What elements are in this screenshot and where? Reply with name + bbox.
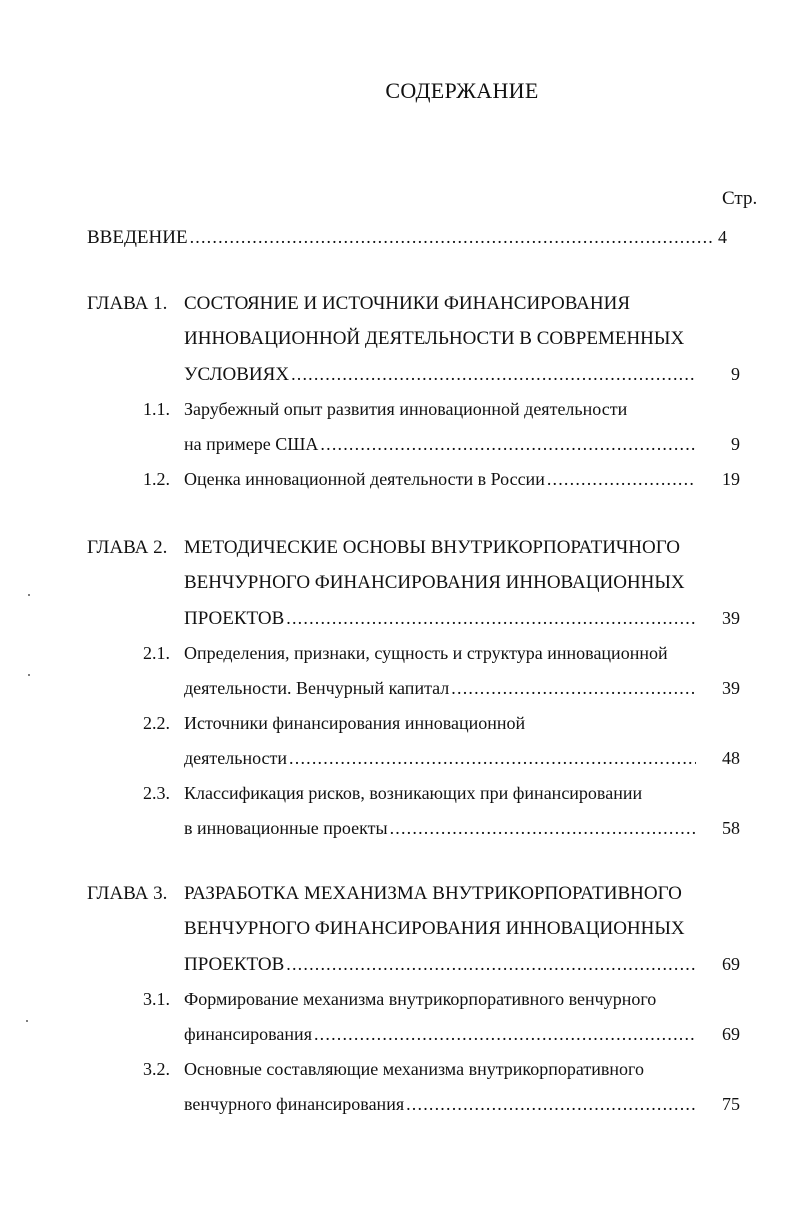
toc-entry-intro[interactable] bbox=[87, 225, 727, 250]
section-3-2-page: 75 bbox=[722, 1094, 740, 1114]
chapter-2-title-last-line[interactable] bbox=[184, 606, 700, 631]
section-3-2-number: 3.2. bbox=[143, 1059, 170, 1079]
section-1-1-title-line: Зарубежный опыт развития инновационной деятельности bbox=[184, 399, 628, 419]
chapter-2-page: 39 bbox=[722, 608, 740, 628]
section-3-2-title-last-line[interactable] bbox=[184, 1092, 700, 1116]
section-1-2-number: 1.2. bbox=[143, 469, 170, 489]
chapter-1-title-line: ИННОВАЦИОННОЙ ДЕЯТЕЛЬНОСТИ В СОВРЕМЕННЫХ bbox=[184, 328, 685, 349]
section-1-1-page: 9 bbox=[731, 434, 740, 454]
section-3-1-title-line: финансирования bbox=[184, 1024, 312, 1044]
chapter-2-label: ГЛАВА 2. bbox=[87, 537, 168, 558]
toc-entry-intro-page: 4 bbox=[718, 227, 727, 247]
section-3-1-title-last-line[interactable] bbox=[184, 1022, 700, 1046]
toc-entry-intro-label: ВВЕДЕНИЕ bbox=[87, 227, 188, 248]
section-1-1-title-last-line[interactable] bbox=[184, 432, 700, 456]
section-1-2-page: 19 bbox=[722, 469, 740, 489]
section-3-1-number: 3.1. bbox=[143, 989, 170, 1009]
leader-dots bbox=[286, 952, 696, 976]
section-2-1-title-line: Определения, признаки, сущность и структура инновационной bbox=[184, 643, 668, 663]
leader-dots bbox=[314, 1022, 696, 1046]
leader-dots bbox=[451, 676, 696, 700]
scan-speck bbox=[28, 594, 30, 596]
page-title: СОДЕРЖАНИЕ bbox=[385, 78, 539, 103]
page-column-header: Стр. bbox=[722, 188, 758, 209]
section-2-2-page: 48 bbox=[722, 748, 740, 768]
leader-dots bbox=[406, 1092, 696, 1116]
chapter-2-title-line: ВЕНЧУРНОГО ФИНАНСИРОВАНИЯ ИННОВАЦИОННЫХ bbox=[184, 572, 685, 593]
leader-dots bbox=[289, 746, 696, 770]
leader-dots bbox=[286, 606, 696, 630]
section-2-2-title-last-line[interactable] bbox=[184, 746, 700, 770]
section-3-2-title-line: Основные составляющие механизма внутрикорпоративного bbox=[184, 1059, 644, 1079]
chapter-3-title-line: ВЕНЧУРНОГО ФИНАНСИРОВАНИЯ ИННОВАЦИОННЫХ bbox=[184, 918, 685, 939]
chapter-3-title-last-line[interactable] bbox=[184, 952, 700, 977]
section-2-1-page: 39 bbox=[722, 678, 740, 698]
section-3-1-page: 69 bbox=[722, 1024, 740, 1044]
chapter-3-page: 69 bbox=[722, 954, 740, 974]
section-2-3-title-line: Классификация рисков, возникающих при финансировании bbox=[184, 783, 643, 803]
section-2-2-title-line: деятельности bbox=[184, 748, 288, 768]
leader-dots bbox=[190, 225, 714, 249]
section-2-2-number: 2.2. bbox=[143, 713, 170, 733]
scan-speck bbox=[28, 674, 30, 676]
chapter-2-title-line: ПРОЕКТОВ bbox=[184, 608, 285, 629]
section-3-1-title-line: Формирование механизма внутрикорпоративного венчурного bbox=[184, 989, 657, 1009]
leader-dots bbox=[291, 362, 696, 386]
section-1-2-title: Оценка инновационной деятельности в России bbox=[184, 469, 545, 489]
leader-dots bbox=[320, 432, 696, 456]
chapter-1-title-last-line[interactable] bbox=[184, 362, 700, 387]
chapter-1-title-line: СОСТОЯНИЕ И ИСТОЧНИКИ ФИНАНСИРОВАНИЯ bbox=[184, 293, 631, 314]
section-2-1-title-last-line[interactable] bbox=[184, 676, 700, 700]
chapter-2-title-line: МЕТОДИЧЕСКИЕ ОСНОВЫ ВНУТРИКОРПОРАТИЧНОГО bbox=[184, 537, 680, 558]
section-2-1-title-line: деятельности. Венчурный капитал bbox=[184, 678, 450, 698]
section-2-3-page: 58 bbox=[722, 818, 740, 838]
chapter-3-title-line: ПРОЕКТОВ bbox=[184, 954, 285, 975]
section-2-1-number: 2.1. bbox=[143, 643, 170, 663]
section-2-3-title-last-line[interactable] bbox=[184, 816, 700, 840]
section-1-2-title-line[interactable] bbox=[184, 467, 700, 491]
chapter-3-title-line: РАЗРАБОТКА МЕХАНИЗМА ВНУТРИКОРПОРАТИВНОГО bbox=[184, 883, 682, 904]
chapter-1-label: ГЛАВА 1. bbox=[87, 293, 168, 314]
chapter-1-title-line: УСЛОВИЯХ bbox=[184, 364, 290, 385]
chapter-1-page: 9 bbox=[731, 364, 740, 384]
section-2-3-number: 2.3. bbox=[143, 783, 170, 803]
section-3-2-title-line: венчурного финансирования bbox=[184, 1094, 405, 1114]
section-1-1-title-line: на примере США bbox=[184, 434, 319, 454]
chapter-3-label: ГЛАВА 3. bbox=[87, 883, 168, 904]
leader-dots bbox=[547, 467, 696, 491]
section-1-1-number: 1.1. bbox=[143, 399, 170, 419]
section-2-2-title-line: Источники финансирования инновационной bbox=[184, 713, 526, 733]
section-2-3-title-line: в инновационные проекты bbox=[184, 818, 388, 838]
leader-dots bbox=[390, 816, 696, 840]
scan-speck bbox=[26, 1020, 28, 1022]
